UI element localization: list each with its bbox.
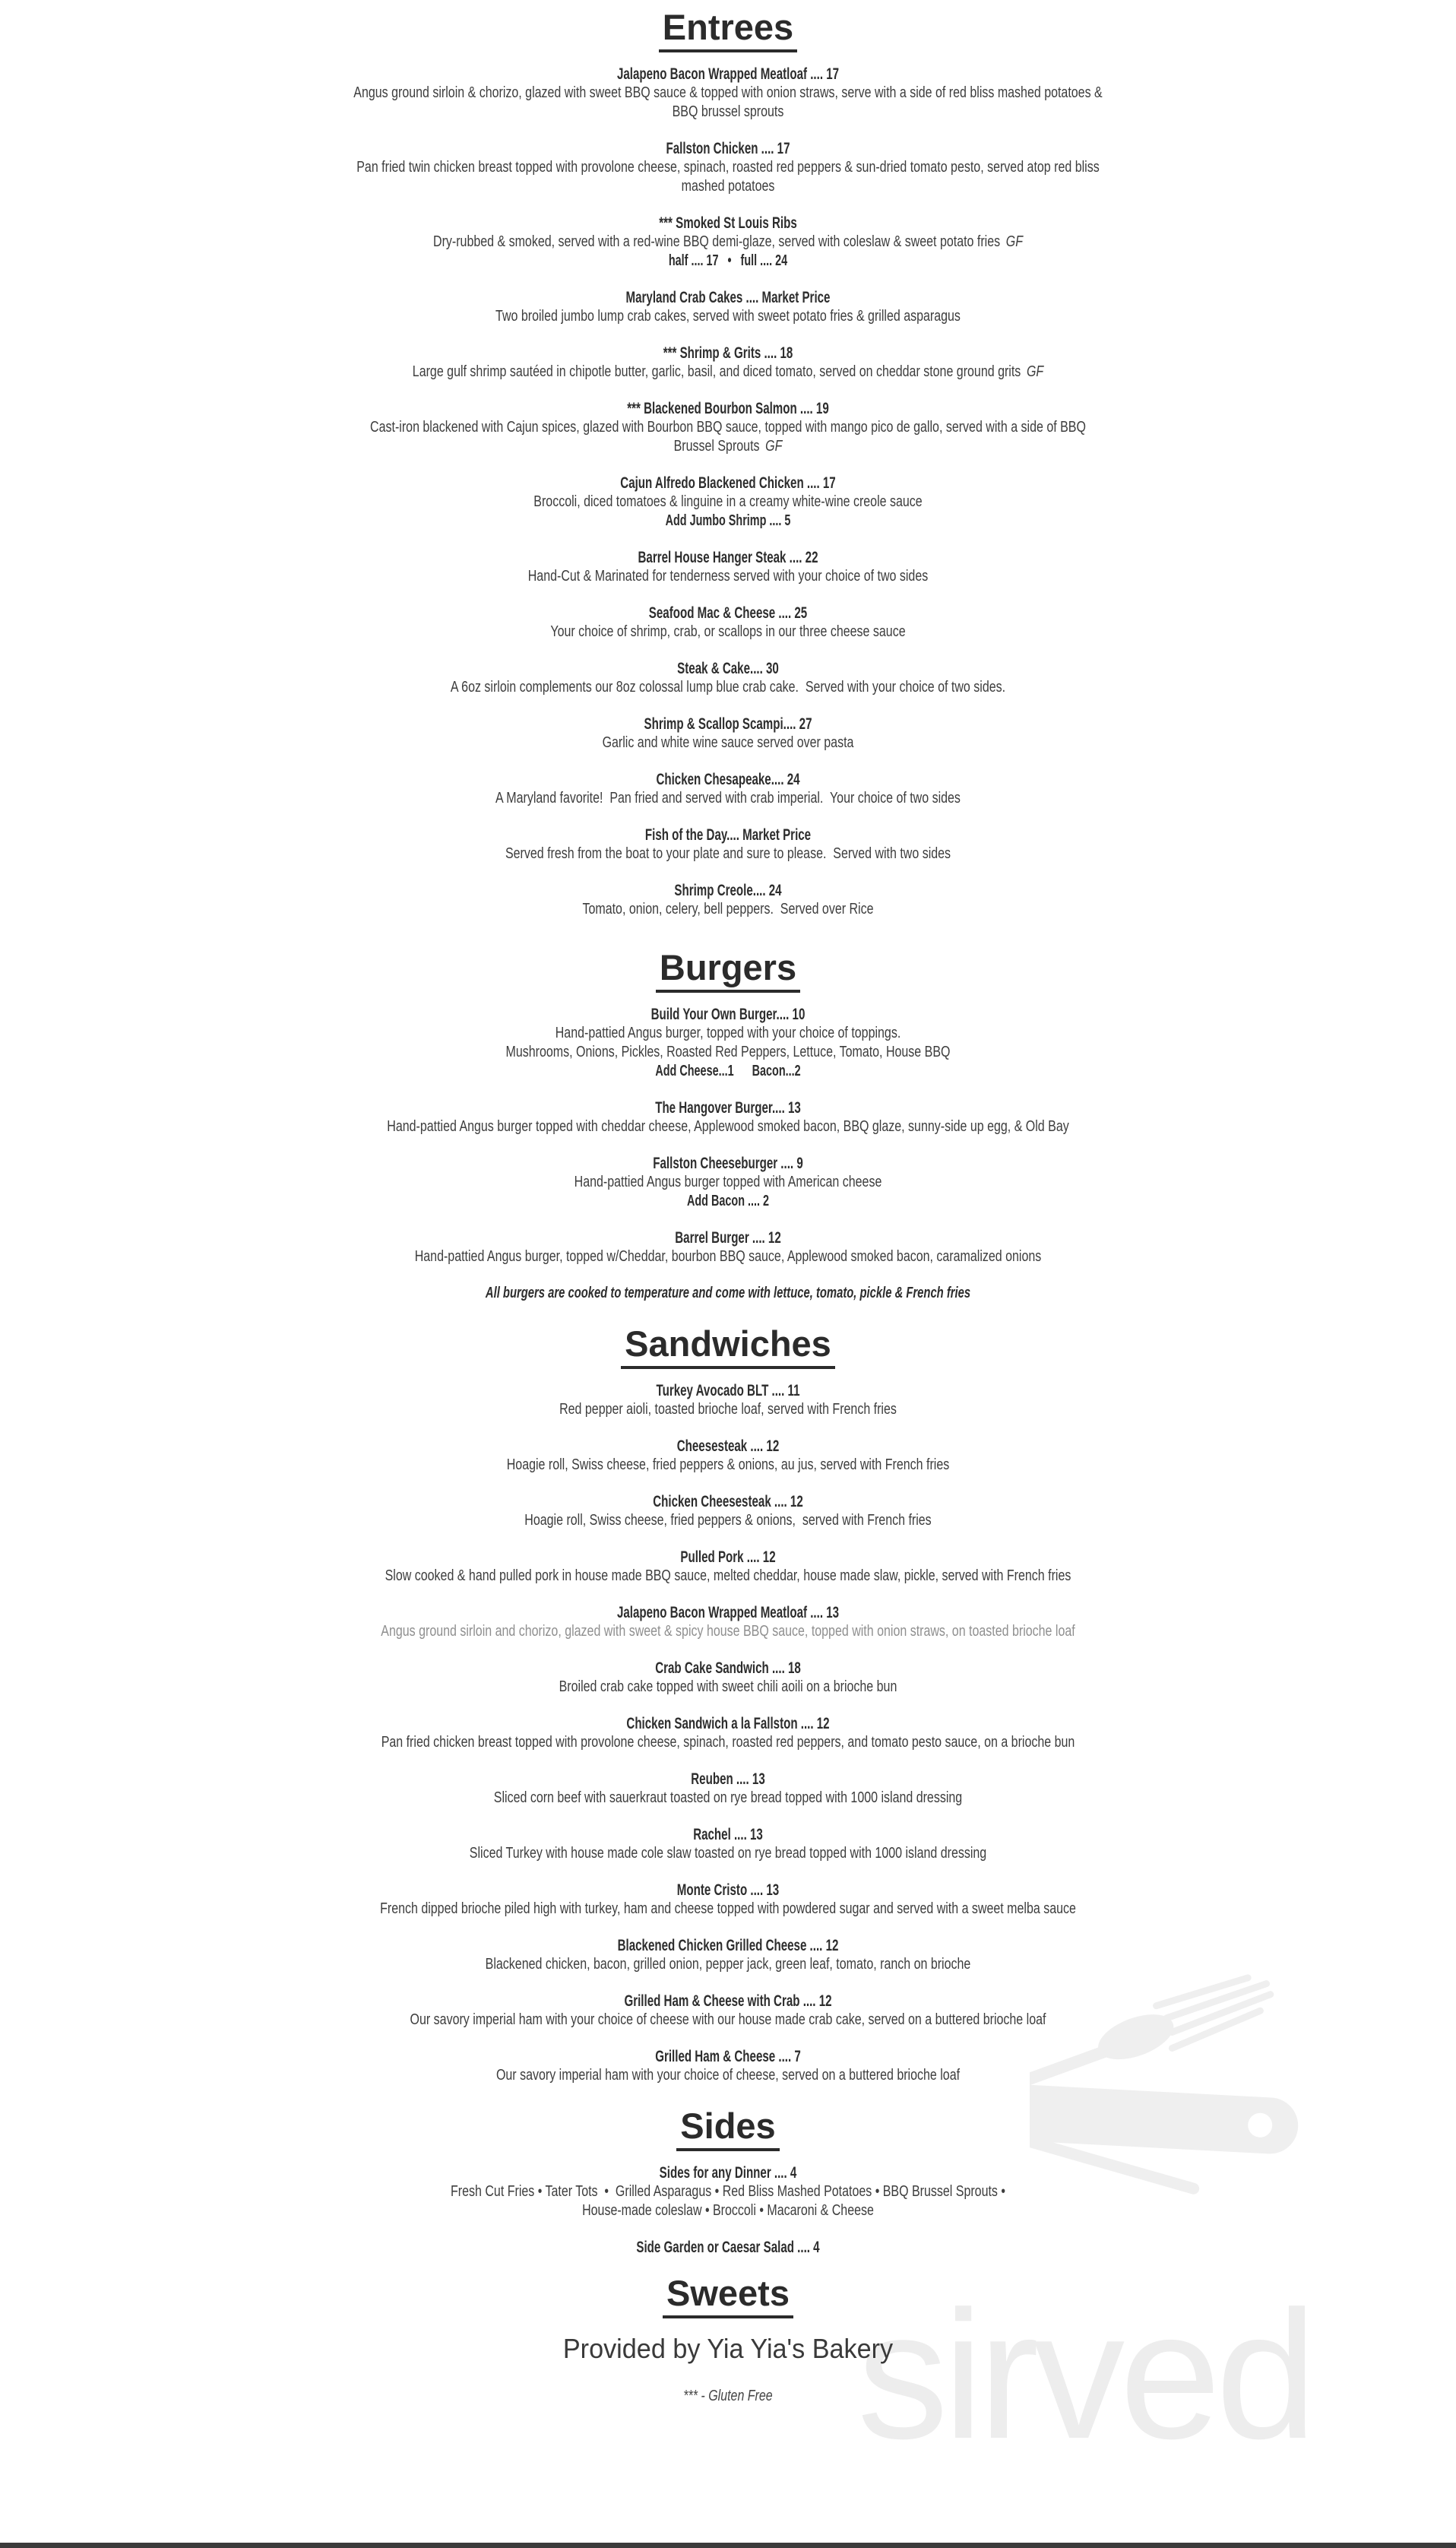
section-heading-sides: Sides	[676, 2108, 779, 2151]
menu-item	[0, 659, 1456, 697]
menu-item	[0, 770, 1456, 808]
item-title: Sides for any Dinner .... 4	[659, 2164, 797, 2182]
sweets-subtitle: Provided by Yia Yia's Bakery	[562, 2333, 894, 2364]
gluten-free-marker: GF	[761, 438, 783, 455]
menu-item	[0, 1936, 1456, 1974]
section-heading-entrees: Entrees	[659, 9, 797, 52]
item-subprice: Add Jumbo Shrimp .... 5	[665, 512, 791, 529]
item-title: Side Garden or Caesar Salad .... 4	[636, 2239, 820, 2256]
item-description: Served fresh from the boat to your plate and sure to please. Served with two sides	[505, 845, 951, 862]
item-description: French dipped brioche piled high with turkey, ham and cheese topped with powdered sugar and served with a sweet melba sauce	[380, 1900, 1076, 1917]
item-description: Sliced Turkey with house made cole slaw toasted on rye bread topped with 1000 island dressing	[469, 1845, 987, 1862]
item-description: Sliced corn beef with sauerkraut toasted on rye bread topped with 1000 island dressing	[493, 1789, 963, 1806]
menu-item	[0, 1492, 1456, 1530]
item-title: Jalapeno Bacon Wrapped Meatloaf .... 13	[616, 1604, 840, 1621]
menu-item	[0, 214, 1456, 271]
menu-item	[0, 1881, 1456, 1919]
item-description: Our savory imperial ham with your choice of cheese with our house made crab cake, served on a buttered brioche loaf	[410, 2011, 1046, 2028]
menu-item	[0, 1228, 1456, 1266]
item-description: Hoagie roll, Swiss cheese, fried peppers & onions, au jus, served with French fries	[506, 1456, 950, 1473]
section-heading-row	[0, 949, 1456, 993]
gluten-free-footnote: *** - Gluten Free	[683, 2388, 773, 2404]
item-description: A 6oz sirloin complements our 8oz colossal lump blue crab cake. Served with your choice of two sides.	[450, 679, 1006, 696]
item-title: Fish of the Day.... Market Price	[644, 826, 812, 844]
item-description: Brussel Sprouts GF	[673, 438, 783, 455]
item-description: Broccoli, diced tomatoes & linguine in a creamy white-wine creole sauce	[533, 493, 923, 510]
menu-item	[0, 139, 1456, 196]
item-description: Pan fried chicken breast topped with provolone cheese, spinach, roasted red peppers, and tomato pesto sauce, on a brioche bun	[381, 1734, 1075, 1751]
item-description: Fresh Cut Fries • Tater Tots • Grilled Asparagus • Red Bliss Mashed Potatoes • BBQ Brussel Sprouts •	[451, 2183, 1005, 2200]
item-description: Cast-iron blackened with Cajun spices, glazed with Bourbon BBQ sauce, topped with mango pico de gallo, served with a side of BBQ	[370, 419, 1086, 436]
item-title: Build Your Own Burger.... 10	[650, 1006, 806, 1023]
item-title: Fallston Cheeseburger .... 9	[653, 1155, 803, 1172]
item-title: Barrel Burger .... 12	[675, 1229, 781, 1247]
item-description: Red pepper aioli, toasted brioche loaf, served with French fries	[559, 1401, 897, 1418]
section-heading-row	[0, 9, 1456, 52]
item-description: Pan fried twin chicken breast topped with provolone cheese, spinach, roasted red peppers & sun-dried tomato pesto, served atop red bliss	[356, 159, 1100, 176]
item-title: Seafood Mac & Cheese .... 25	[648, 604, 808, 622]
item-description: Tomato, onion, celery, bell peppers. Served over Rice	[582, 901, 874, 917]
item-subprice: Add Bacon .... 2	[686, 1193, 770, 1209]
item-description: Angus ground sirloin and chorizo, glazed with sweet & spicy house BBQ sauce, topped with onion straws, on toasted brioche loaf	[381, 1623, 1075, 1640]
item-description: Broiled crab cake topped with sweet chili aoili on a brioche bun	[559, 1678, 897, 1695]
item-title: Chicken Chesapeake.... 24	[656, 771, 800, 788]
item-title: *** Shrimp & Grits .... 18	[663, 344, 793, 362]
menu-item	[0, 1659, 1456, 1697]
menu-item	[0, 715, 1456, 753]
menu-item	[0, 1154, 1456, 1211]
item-title: Maryland Crab Cakes .... Market Price	[625, 289, 831, 306]
item-description: A Maryland favorite! Pan fried and served with crab imperial. Your choice of two sides	[495, 790, 961, 807]
item-description: Our savory imperial ham with your choice of cheese, served on a buttered brioche loaf	[495, 2067, 961, 2084]
section-heading-burgers: Burgers	[656, 949, 800, 993]
item-description: Large gulf shrimp sautéed in chipotle butter, garlic, basil, and diced tomato, served on cheddar stone ground grits GF	[412, 363, 1044, 380]
menu-item	[0, 1770, 1456, 1808]
section-sandwiches	[0, 1323, 1456, 2085]
item-title: Rachel .... 13	[693, 1826, 763, 1843]
menu-item	[0, 1825, 1456, 1863]
item-title: Cajun Alfredo Blackened Chicken .... 17	[620, 474, 836, 492]
item-title: Chicken Sandwich a la Fallston .... 12	[626, 1715, 830, 1732]
item-description: Hoagie roll, Swiss cheese, fried peppers & onions, served with French fries	[524, 1512, 932, 1529]
section-entrees	[0, 9, 1456, 919]
gluten-free-marker: GF	[1002, 233, 1023, 250]
item-title: Grilled Ham & Cheese with Crab .... 12	[624, 1992, 832, 2010]
menu-item	[0, 2163, 1456, 2220]
menu-item	[0, 1381, 1456, 1419]
menu-item	[0, 826, 1456, 864]
item-title: Steak & Cake.... 30	[677, 660, 779, 677]
item-title: Chicken Cheesesteak .... 12	[653, 1493, 803, 1510]
section-heading-row	[0, 1323, 1456, 1369]
menu-item	[0, 548, 1456, 586]
item-description: Hand-Cut & Marinated for tenderness served with your choice of two sides	[527, 568, 929, 585]
item-title: Monte Cristo .... 13	[676, 1881, 780, 1899]
menu-item	[0, 1005, 1456, 1081]
item-title: *** Blackened Bourbon Salmon .... 19	[627, 400, 829, 417]
item-description: Blackened chicken, bacon, grilled onion, pepper jack, green leaf, tomato, ranch on brioche	[485, 1956, 971, 1973]
item-title: Crab Cake Sandwich .... 18	[655, 1659, 801, 1677]
item-title: Turkey Avocado BLT .... 11	[656, 1382, 800, 1399]
menu-item	[0, 2238, 1456, 2257]
item-title: Grilled Ham & Cheese .... 7	[655, 2048, 801, 2065]
section-sides	[0, 2108, 1456, 2257]
menu-item	[0, 288, 1456, 326]
section-heading-row	[0, 2275, 1456, 2318]
menu-item	[0, 65, 1456, 122]
item-description: Two broiled jumbo lump crab cakes, served with sweet potato fries & grilled asparagus	[495, 308, 961, 325]
item-description: House-made coleslaw • Broccoli • Macaroni & Cheese	[582, 2202, 874, 2219]
menu-item	[0, 1992, 1456, 2030]
item-description: Slow cooked & hand pulled pork in house made BBQ sauce, melted cheddar, house made slaw, pickle, served with French fries	[385, 1567, 1071, 1584]
bottom-bar	[0, 2543, 1456, 2548]
section-heading-sweets: Sweets	[663, 2275, 793, 2318]
item-title: Blackened Chicken Grilled Cheese .... 12	[617, 1937, 839, 1954]
item-title: The Hangover Burger.... 13	[655, 1099, 801, 1117]
item-title: Cheesesteak .... 12	[676, 1437, 780, 1455]
item-description: Hand-pattied Angus burger topped with cheddar cheese, Applewood smoked bacon, BBQ glaze, sunny-side up egg, & Old Bay	[387, 1118, 1069, 1135]
item-description: BBQ brussel sprouts	[672, 103, 784, 120]
item-title: *** Smoked St Louis Ribs	[659, 214, 797, 232]
item-description: Mushrooms, Onions, Pickles, Roasted Red Peppers, Lettuce, Tomato, House BBQ	[505, 1044, 951, 1060]
item-subprice: Add Cheese...1 Bacon...2	[655, 1063, 801, 1079]
menu-item	[0, 399, 1456, 456]
item-description: Hand-pattied Angus burger topped with American cheese	[574, 1174, 882, 1190]
sirved-watermark: sirved	[857, 2273, 1312, 2477]
section-burgers	[0, 949, 1456, 1303]
item-title: Fallston Chicken .... 17	[666, 140, 790, 157]
item-title: Shrimp Creole.... 24	[674, 882, 782, 899]
menu-item	[0, 344, 1456, 382]
item-description: Hand-pattied Angus burger, topped with your choice of toppings.	[555, 1025, 901, 1041]
menu-item	[0, 881, 1456, 919]
item-description: Garlic and white wine sauce served over pasta	[602, 734, 854, 751]
menu-item	[0, 2047, 1456, 2085]
item-description: Dry-rubbed & smoked, served with a red-wine BBQ demi-glaze, served with coleslaw & sweet potato fries GF	[433, 233, 1023, 250]
gluten-free-marker: GF	[1023, 363, 1044, 380]
item-description: Your choice of shrimp, crab, or scallops in our three cheese sauce	[550, 623, 906, 640]
item-title: Barrel House Hanger Steak .... 22	[638, 549, 818, 566]
section-sweets	[0, 2275, 1456, 2367]
menu-item	[0, 1548, 1456, 1586]
section-note: All burgers are cooked to temperature and come with lettuce, tomato, pickle & French fries	[485, 1285, 971, 1301]
section-heading-row	[0, 2108, 1456, 2151]
item-description: Angus ground sirloin & chorizo, glazed with sweet BBQ sauce & topped with onion straws, serve with a side of red bliss mashed potatoes &	[353, 84, 1103, 101]
menu-item	[0, 1714, 1456, 1752]
menu-item	[0, 604, 1456, 642]
item-subprice: half .... 17 • full .... 24	[668, 252, 788, 269]
item-description: mashed potatoes	[681, 178, 775, 195]
item-title: Pulled Pork .... 12	[680, 1548, 776, 1566]
item-title: Shrimp & Scallop Scampi.... 27	[644, 715, 812, 733]
item-title: Jalapeno Bacon Wrapped Meatloaf .... 17	[616, 65, 840, 83]
menu-item	[0, 1603, 1456, 1641]
menu-item	[0, 1098, 1456, 1136]
item-title: Reuben .... 13	[691, 1770, 765, 1788]
item-description: Hand-pattied Angus burger, topped w/Cheddar, bourbon BBQ sauce, Applewood smoked bacon, caramalized onions	[414, 1248, 1042, 1265]
menu-item	[0, 1437, 1456, 1475]
menu-item	[0, 474, 1456, 531]
section-heading-sandwiches: Sandwiches	[621, 1326, 835, 1369]
